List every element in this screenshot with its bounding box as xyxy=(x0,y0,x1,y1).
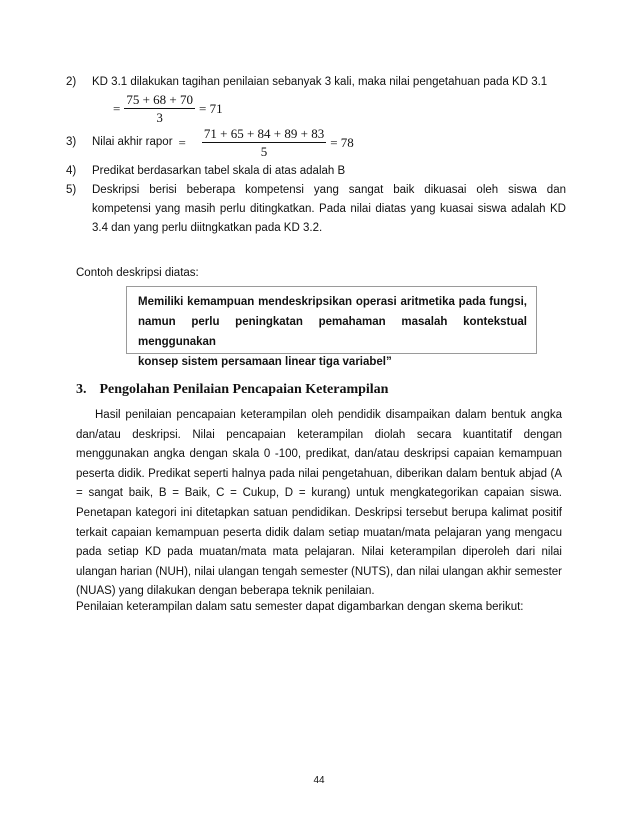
closing-line: Penilaian keterampilan dalam satu semester dapat digambarkan dengan skema berikut: xyxy=(76,601,524,613)
list-item-4 xyxy=(66,162,566,181)
paragraph-line: terkait capaian kemampuan peserta didik dalam setiap muatan/mata pelajaran yang mengacu xyxy=(76,526,562,539)
description-box xyxy=(126,286,537,368)
list-item-5 xyxy=(66,181,566,238)
paragraph-line: pada setiap KD pada muatan/mata mata pelajaran. Nilai keterampilan diperoleh dari nilai xyxy=(76,546,562,559)
section-heading xyxy=(76,382,388,398)
list-item-line: Deskripsi berisi beberapa kompetensi yang sangat baik dikuasai oleh siswa dan xyxy=(92,184,566,196)
description-line: konsep sistem persamaan linear tiga variabel” xyxy=(138,356,392,368)
list-item-label: Nilai akhir rapor xyxy=(92,136,173,148)
formula-result: = 71 xyxy=(199,100,223,116)
section-title: Pengolahan Penilaian Pencapaian Keterampilan xyxy=(99,382,389,397)
paragraph-line: (NUAS) yang dilakukan dengan beberapa teknik penilaian. xyxy=(76,585,375,598)
description-line: Memiliki kemampuan mendeskripsikan operasi aritmetika pada fungsi, xyxy=(138,296,527,308)
paragraph-line: = sangat baik, B = Baik, C = Cukup, D = kurang) untuk mengkategorikan capaian siswa. xyxy=(76,487,562,500)
formula-rapor xyxy=(179,126,354,159)
body-paragraph xyxy=(76,406,562,602)
list-number: 4) xyxy=(66,165,77,177)
paragraph-line: dan/atau deskripsi. Nilai pencapaian keterampilan diolah secara kuantitatif dengan xyxy=(76,428,562,441)
list-item-text: Predikat berdasarkan tabel skala di atas adalah B xyxy=(92,165,346,177)
paragraph-line: Hasil penilaian pencapaian keterampilan oleh pendidik disampaikan dalam bentuk angka xyxy=(95,409,562,421)
list-item-3 xyxy=(66,126,354,159)
list-item-text: KD 3.1 dilakukan tagihan penilaian sebanyak 3 kali, maka nilai pengetahuan pada KD 3.1 xyxy=(92,76,548,88)
numbered-list-bottom xyxy=(66,162,566,238)
formula-fraction xyxy=(124,92,195,125)
formula-numerator: 71 + 65 + 84 + 89 + 83 xyxy=(203,126,325,141)
numbered-list-top xyxy=(66,73,566,92)
formula-denominator: 5 xyxy=(260,144,268,159)
list-number: 5) xyxy=(66,184,77,196)
paragraph-line: menggunakan angka dengan skala 0 -100, predikat, dan/atau deskripsi capaian kemampuan xyxy=(76,448,562,461)
paragraph-line: peserta didik. Predikat seperti halnya pada nilai pengetahuan, diberikan dalam bentuk abjad (A xyxy=(76,467,562,480)
list-number: 3) xyxy=(66,136,77,148)
formula-equals: = xyxy=(178,135,186,150)
paragraph-line: ulangan harian (NUH), nilai ulangan tengah semester (NUTS), dan nilai ulangan akhir semester xyxy=(76,565,562,578)
formula-fraction xyxy=(202,126,326,159)
list-item-line: 3.4 dan yang perlu diitngkatkan pada KD 3.2. xyxy=(92,222,323,234)
list-number: 2) xyxy=(66,76,77,88)
section-number: 3. xyxy=(76,382,87,397)
page-number: 44 xyxy=(313,775,325,786)
formula-kd31 xyxy=(113,92,223,125)
formula-numerator: 75 + 68 + 70 xyxy=(126,92,194,107)
list-item-line: kompetensi yang masih perlu ditingkatkan. Pada nilai diatas yang kuasai siswa adalah KD xyxy=(92,203,566,215)
formula-result: = 78 xyxy=(330,135,354,150)
list-item-2 xyxy=(66,73,566,92)
description-line: namun perlu peningkatan pemahaman masalah kontekstual menggunakan xyxy=(138,316,527,348)
formula-equals: = xyxy=(113,100,121,116)
formula-denominator: 3 xyxy=(156,110,163,125)
example-label: Contoh deskripsi diatas: xyxy=(76,267,199,279)
paragraph-line: Penetapan kategori ini ditetapkan satuan pendidikan. Deskripsi tersebut berupa kalimat positif xyxy=(76,506,562,519)
